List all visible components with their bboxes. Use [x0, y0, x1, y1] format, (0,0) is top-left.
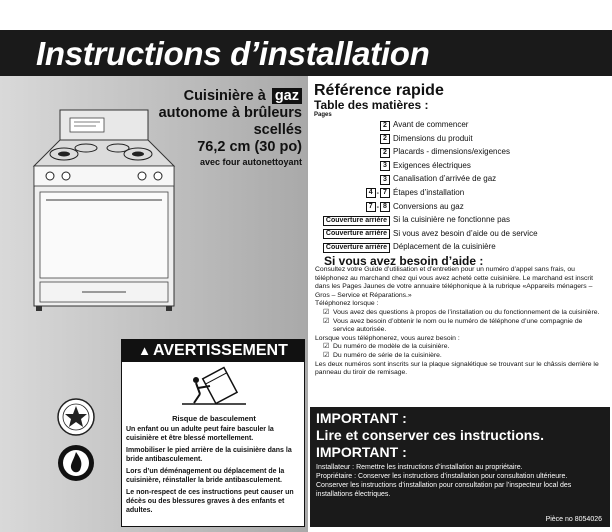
product-title: [159, 88, 302, 168]
pages-label: Pages: [314, 112, 332, 118]
title-band: [0, 30, 612, 76]
part-number: Pièce no 8054026: [545, 516, 602, 523]
toc-page-ref: 4 - 7: [366, 188, 390, 199]
page-box: 7: [366, 202, 376, 212]
warning-box: [121, 339, 305, 527]
page-box: 3: [380, 175, 390, 185]
toc-label: Canalisation d’arrivée de gaz: [393, 174, 497, 184]
toc-page-ref: [380, 174, 390, 185]
product-title-line3: scellés: [253, 122, 302, 138]
gas-flame-seal-icon: [56, 443, 96, 483]
important-line: Propriétaire : Conserver les instructions d’installation pour consultation ultérieure.: [316, 473, 568, 480]
help-intro: Consultez votre Guide d’utilisation et d’entretien pour un numéro d’appel sans frais, ou téléphonez au marchand chez qui vous avez acheté cette cuisinière. Le marchand est inscrit dans les Pages Jaunes de votre annuaire téléphonique à la rubrique «Appareils ménagers – Gros – Service et Réparations.»: [315, 266, 594, 299]
toc-page-ref: [380, 161, 390, 172]
help-need-when: Lorsque vous téléphonerez, vous aurez besoin :: [315, 334, 460, 342]
important-body: [316, 463, 606, 499]
toc-row[interactable]: [312, 187, 608, 201]
page-box: 4: [366, 188, 376, 198]
toc-label: Si la cuisinière ne fonctionne pas: [393, 215, 510, 225]
toc-label: Dimensions du produit: [393, 133, 473, 143]
important-heading-2: IMPORTANT :: [316, 444, 407, 460]
toc-page-ref: [323, 229, 390, 240]
help-phone-item: ☑ Vous avez besoin d’obtenir le nom ou le numéro de téléphone d’une compagnie de service autorisée.: [323, 318, 605, 335]
read-keep-heading: Lire et conserver ces instructions.: [316, 427, 544, 443]
product-size: 76,2 cm (30 po): [197, 139, 302, 155]
warning-header: [122, 340, 304, 362]
important-box: [310, 407, 610, 527]
table-of-contents-title: Table des matières :: [314, 98, 429, 112]
product-title-line2: autonome à brûleurs: [158, 105, 302, 121]
toc-row[interactable]: [312, 160, 608, 174]
help-outro: Les deux numéros sont inscrits sur la plaque signalétique se trouvant sur le châssis derrière le panneau du tiroir de remisage.: [315, 360, 599, 377]
toc-label: Placards - dimensions/exigences: [393, 147, 510, 157]
toc-page-ref: 7 - 8: [366, 202, 390, 213]
warning-title: Risque de basculement: [172, 414, 256, 423]
quick-reference-title: Référence rapide: [314, 82, 444, 99]
page-box: Couverture arrière: [323, 243, 390, 253]
toc-label: Déplacement de la cuisinière: [393, 242, 496, 252]
important-line: Installateur : Remettre les instructions d’installation au propriétaire.: [316, 464, 523, 471]
product-title-line1: Cuisinière à gaz: [159, 88, 302, 105]
toc-row[interactable]: [312, 201, 608, 215]
warning-heading: AVERTISSEMENT: [153, 342, 288, 359]
toc-page-ref: [380, 147, 390, 158]
certification-seal-icon: [56, 397, 96, 437]
page-box: 8: [380, 202, 390, 212]
important-heading: IMPORTANT :: [316, 410, 407, 426]
warning-paragraph: Le non-respect de ces instructions peut causer un décès ou des blessures graves à des enfants et adultes.: [126, 489, 294, 514]
table-of-contents: [312, 119, 608, 255]
toc-row[interactable]: [312, 133, 608, 147]
warning-paragraph: Immobiliser le pied arrière de la cuisinière dans la bride antibasculement.: [126, 447, 292, 463]
toc-row[interactable]: [312, 214, 608, 228]
top-margin: [0, 0, 612, 30]
warning-paragraph: Un enfant ou un adulte peut faire basculer la cuisinière et être blessé mortellement.: [126, 426, 274, 442]
toc-page-ref: [323, 215, 390, 226]
help-heading: Si vous avez besoin d’aide :: [324, 254, 484, 268]
toc-page-ref: [380, 120, 390, 131]
page-box: 3: [380, 161, 390, 171]
help-need-item: ☑ Du numéro de série de la cuisinière.: [323, 352, 605, 361]
toc-row[interactable]: [312, 241, 608, 255]
page-box: 2: [380, 134, 390, 144]
page-box: 2: [380, 121, 390, 131]
warning-paragraph: Lors d’un déménagement ou déplacement de la cuisinière, réinstaller la bride antibasculement.: [126, 468, 285, 484]
page-box: Couverture arrière: [323, 229, 390, 239]
toc-label: Exigences électriques: [393, 160, 471, 170]
page-box: 7: [380, 188, 390, 198]
toc-row[interactable]: [312, 119, 608, 133]
page-box: Couverture arrière: [323, 216, 390, 226]
toc-label: Avant de commencer: [393, 120, 469, 129]
toc-label: Étapes d’installation: [393, 187, 465, 197]
toc-label: Conversions au gaz: [393, 201, 464, 211]
toc-row[interactable]: [312, 228, 608, 242]
product-feature: avec four autonettoyant: [199, 157, 302, 167]
warning-triangle-icon: ▲: [138, 343, 152, 358]
toc-row[interactable]: [312, 173, 608, 187]
toc-page-ref: [380, 134, 390, 145]
gaz-badge: gaz: [272, 88, 302, 104]
tip-over-hazard-icon: [180, 366, 248, 406]
range-illustration: [26, 108, 176, 313]
help-body: [315, 266, 605, 378]
help-phone-when: Téléphonez lorsque :: [315, 300, 379, 308]
toc-page-ref: [323, 242, 390, 253]
important-line: Conserver les instructions d’installation pour consultation par l’inspecteur local des installations électriques.: [316, 482, 572, 498]
document-title: Instructions d’installation: [36, 35, 430, 72]
toc-label: Si vous avez besoin d’aide ou de service: [393, 228, 538, 238]
page-box: 2: [380, 148, 390, 158]
warning-body: [126, 425, 302, 518]
toc-row[interactable]: [312, 146, 608, 160]
help-need-item: ☑ Du numéro de modèle de la cuisinière.: [323, 343, 605, 352]
help-phone-item: ☑ Vous avez des questions à propos de l’installation ou du fonctionnement de la cuisinière.: [323, 309, 605, 318]
